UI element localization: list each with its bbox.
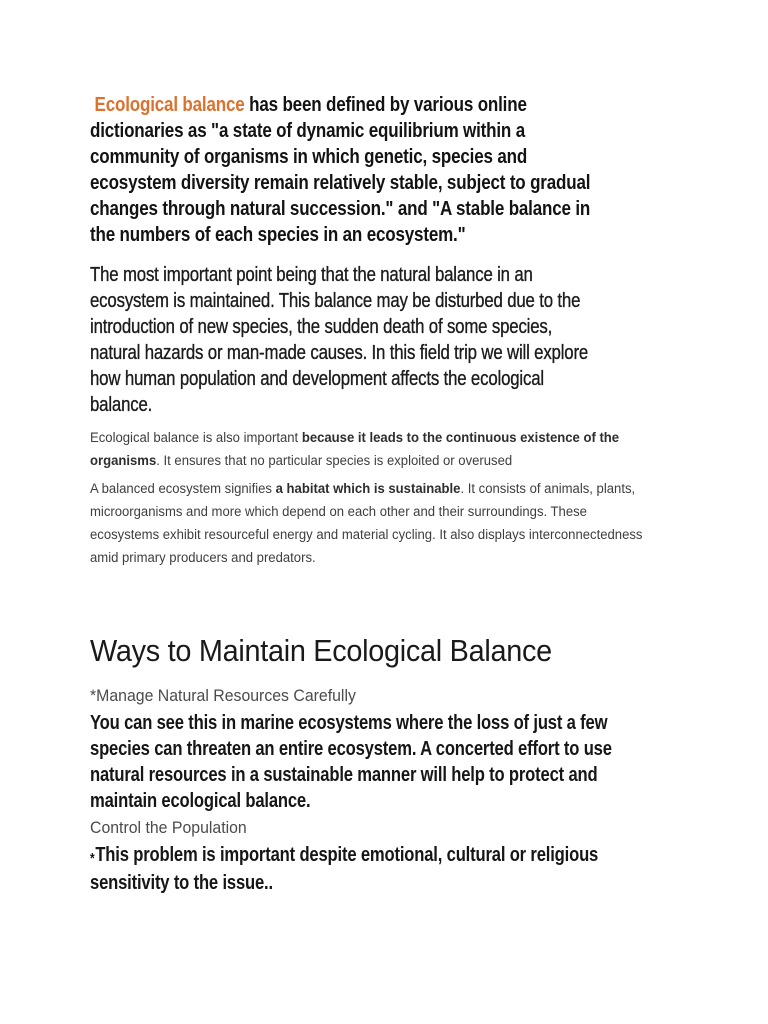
section-heading: Ways to Maintain Ecological Balance xyxy=(90,633,552,668)
manage-resources-paragraph: You can see this in marine ecosystems where the loss of just a few species can threaten an entire ecosystem. A concerted effort to use natural resources in a sustainable manner will help to protect and maintain ecological balance. xyxy=(90,712,612,812)
subheading-control-population: Control the Population xyxy=(90,819,247,837)
population-paragraph: *This problem is important despite emotional, cultural or religious sensitivity to the issue.. xyxy=(90,844,599,894)
note-balanced-ecosystem: A balanced ecosystem signifies a habitat which is sustainable. It consists of animals, plants, microorganisms and more which depend on each other and their surroundings. These ecosystems exhibit resourceful energy and material cycling. It also displays interconnectedness amid primary producers and predators. xyxy=(90,481,643,565)
subheading-manage-resources: *Manage Natural Resources Carefully xyxy=(90,687,356,705)
note-ecological-balance: Ecological balance is also important because it leads to the continuous existence of the organisms. It ensures that no particular species is exploited or overused xyxy=(90,430,620,468)
intro-paragraph: Ecological balance has been defined by various online dictionaries as "a state of dynamic equilibrium within a community of organisms in which genetic, species and ecosystem diversity remain relatively stable, subject to gradual changes through natural succession." and "A stable balance in the numbers of each species in an ecosystem." xyxy=(90,94,591,246)
importance-paragraph: The most important point being that the natural balance in an ecosystem is maintained. This balance may be disturbed due to the introduction of new species, the sudden death of some species, natural hazards or man-made causes. In this field trip we will explore how human population and development affects the ecological balance. xyxy=(90,264,589,416)
